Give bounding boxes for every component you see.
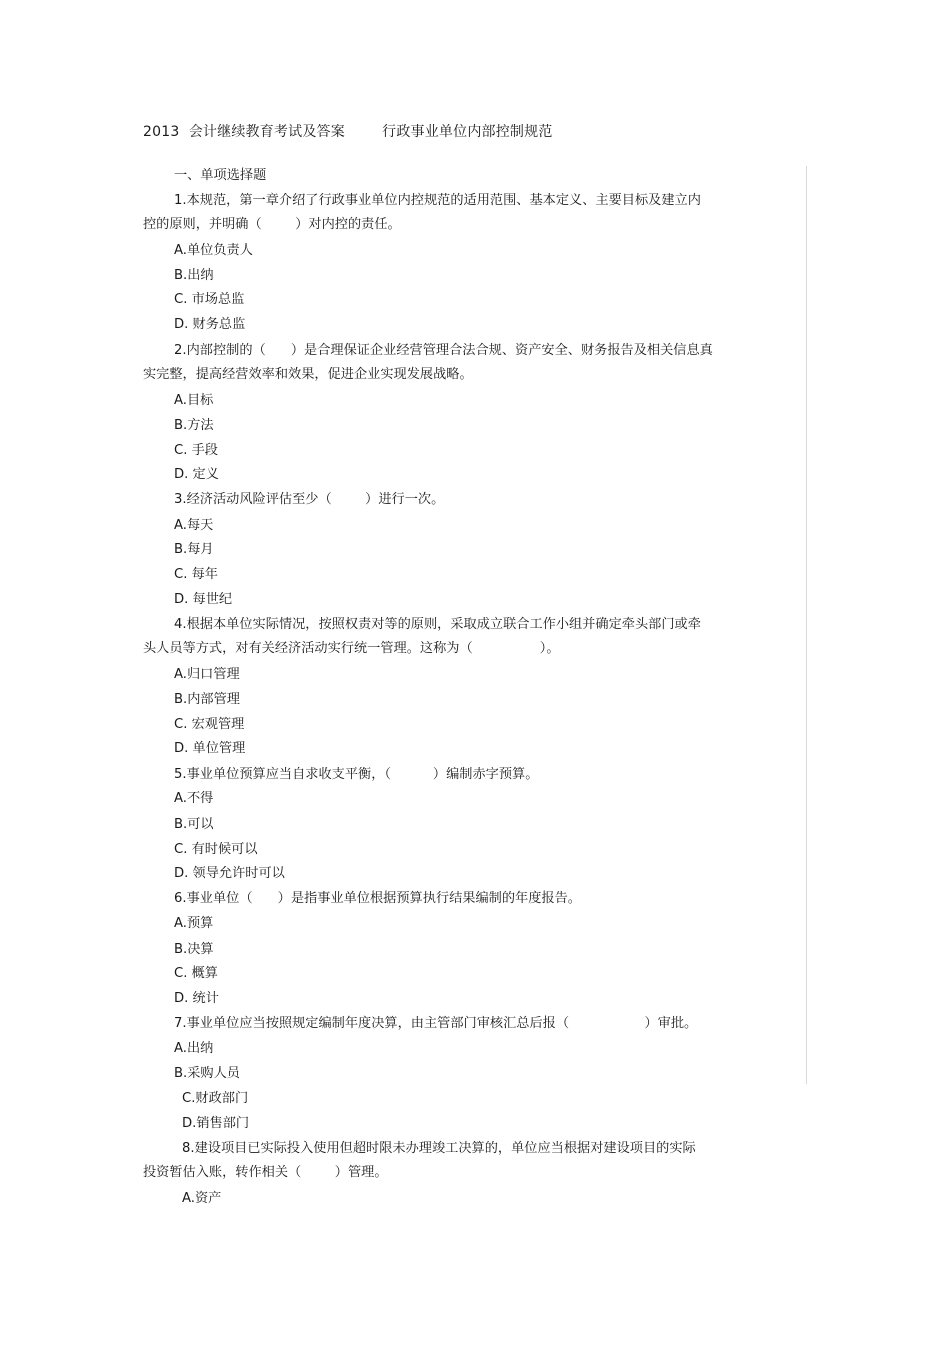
question-3-option-d: D. 每世纪 — [174, 592, 233, 607]
question-5-option-d: D. 领导允许时可以 — [174, 866, 285, 881]
question-1-text-line-1: 1.本规范，第一章介绍了行政事业单位内控规范的适用范围、基本定义、主要目标及建立内 — [174, 193, 701, 208]
question-4-option-b: B.内部管理 — [174, 692, 240, 707]
question-6-option-a: A.预算 — [174, 916, 214, 931]
question-6-option-b: B.决算 — [174, 942, 214, 957]
margin-divider — [806, 166, 807, 1084]
question-6-option-c: C. 概算 — [174, 966, 218, 981]
question-1-option-d: D. 财务总监 — [174, 317, 246, 332]
question-2-option-c: C. 手段 — [174, 443, 218, 458]
question-2-option-d: D. 定义 — [174, 467, 219, 482]
question-5-option-b: B.可以 — [174, 817, 214, 832]
question-1-text-line-2: 控的原则，并明确（ ）对内控的责任。 — [143, 217, 401, 232]
question-4-text-line-1: 4.根据本单位实际情况，按照权责对等的原则，采取成立联合工作小组并确定牵头部门或牵 — [174, 617, 701, 632]
question-1-option-a: A.单位负责人 — [174, 243, 253, 258]
question-2-option-a: A.目标 — [174, 393, 214, 408]
question-5-option-c: C. 有时候可以 — [174, 842, 258, 857]
question-1-option-c: C. 市场总监 — [174, 292, 245, 307]
question-8-option-a: A.资产 — [182, 1191, 222, 1206]
question-5-text-line-1: 5.事业单位预算应当自求收支平衡，（ ）编制赤字预算。 — [174, 767, 539, 782]
question-4-text-line-2: 头人员等方式，对有关经济活动实行统一管理。这称为（ ）。 — [143, 641, 560, 656]
question-4-option-d: D. 单位管理 — [174, 741, 246, 756]
question-7-option-b: B.采购人员 — [174, 1066, 240, 1081]
question-1-option-b: B.出纳 — [174, 268, 214, 283]
question-7-option-c: C.财政部门 — [182, 1091, 249, 1106]
question-7-option-a: A.出纳 — [174, 1041, 214, 1056]
document-title: 2013 会计继续教育考试及答案 行政事业单位内部控制规范 — [143, 124, 553, 140]
question-8-text-line-2: 投资暂估入账，转作相关（ ）管理。 — [143, 1165, 388, 1180]
question-2-text-line-2: 实完整，提高经营效率和效果，促进企业实现发展战略。 — [143, 367, 473, 382]
question-4-option-c: C. 宏观管理 — [174, 717, 245, 732]
question-5-option-a: A.不得 — [174, 791, 214, 806]
question-3-option-b: B.每月 — [174, 542, 214, 557]
section-heading: 一、单项选择题 — [174, 168, 267, 183]
question-7-option-d: D.销售部门 — [182, 1116, 250, 1131]
question-3-text-line-1: 3.经济活动风险评估至少（ ）进行一次。 — [174, 492, 445, 507]
question-6-text-line-1: 6.事业单位（ ）是指事业单位根据预算执行结果编制的年度报告。 — [174, 891, 581, 906]
question-4-option-a: A.归口管理 — [174, 667, 240, 682]
question-2-text-line-1: 2.内部控制的（ ）是合理保证企业经营管理合法合规、资产安全、财务报告及相关信息真 — [174, 343, 713, 358]
question-3-option-a: A.每天 — [174, 518, 214, 533]
question-6-option-d: D. 统计 — [174, 991, 219, 1006]
question-3-option-c: C. 每年 — [174, 567, 218, 582]
question-8-text-line-1: 8.建设项目已实际投入使用但超时限未办理竣工决算的，单位应当根据对建设项目的实际 — [182, 1141, 696, 1156]
question-2-option-b: B.方法 — [174, 418, 214, 433]
question-7-text-line-1: 7.事业单位应当按照规定编制年度决算，由主管部门审核汇总后报（ ）审批。 — [174, 1016, 698, 1031]
